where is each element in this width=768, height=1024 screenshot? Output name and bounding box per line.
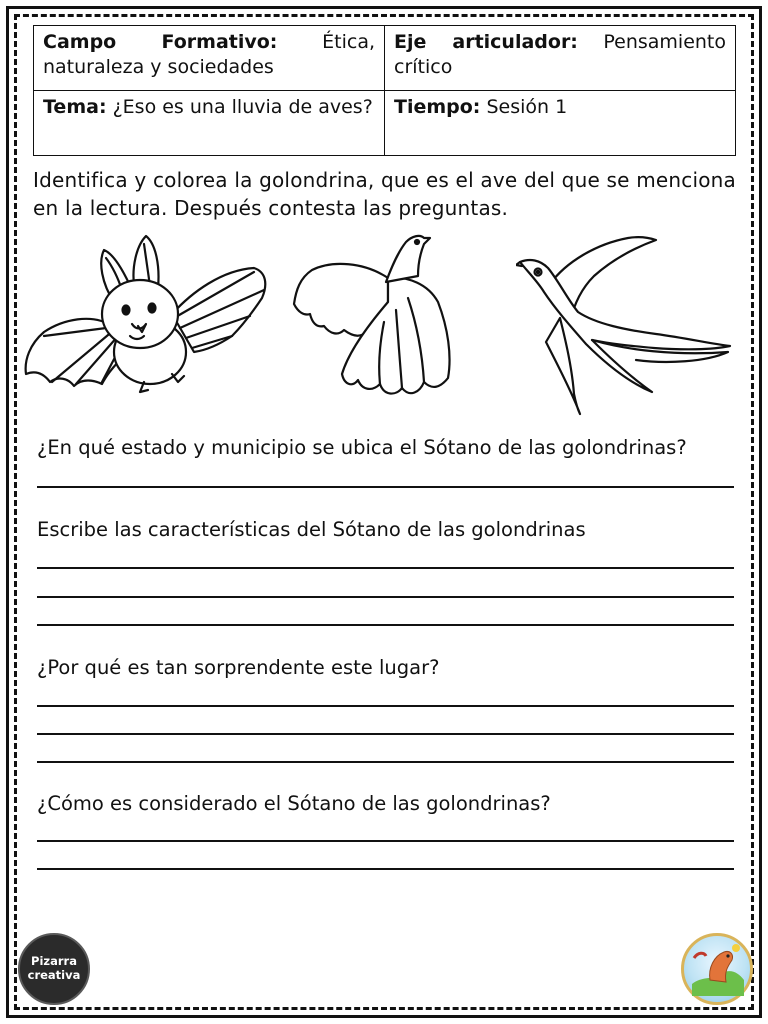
tema-label: Tema: [43, 96, 107, 118]
eje-articulador-cell [385, 26, 736, 91]
page-border-inner [14, 14, 754, 1010]
question-4: ¿Cómo es considerado el Sótano de las golondrinas? [37, 792, 551, 815]
tiempo-cell [385, 91, 736, 156]
answer-line[interactable] [37, 567, 734, 569]
bat-drawing [22, 232, 270, 400]
tiempo-value: Sesión 1 [486, 96, 568, 118]
pizarra-creativa-logo [18, 933, 90, 1005]
answer-line[interactable] [37, 868, 734, 870]
logo-text-line1: Pizarra [31, 954, 77, 968]
campo-formativo-cell [34, 26, 385, 91]
tiempo-label: Tiempo: [394, 96, 481, 118]
instruction-text: Identifica y colorea la golondrina, que es el ave del que se menciona en la lectura. Después contesta las preguntas. [33, 168, 736, 220]
answer-line[interactable] [37, 733, 734, 735]
tema-value: ¿Eso es una lluvia de aves? [112, 96, 373, 118]
header-table [33, 25, 736, 156]
tema-cell [34, 91, 385, 156]
question-3: ¿Por qué es tan sorprendente este lugar? [37, 656, 440, 679]
swallow-drawing [516, 232, 736, 417]
badge-art-icon [684, 936, 750, 1002]
badge-logo [681, 933, 753, 1005]
answer-line[interactable] [37, 761, 734, 763]
logo-text-line2: creativa [27, 968, 81, 982]
answer-line[interactable] [37, 486, 734, 488]
dove-drawing [288, 232, 488, 407]
eje-value: Pensamiento crítico [394, 31, 727, 78]
eje-label: Eje articulador: [394, 31, 578, 53]
campo-value: Ética, naturaleza y sociedades [43, 31, 376, 78]
answer-line[interactable] [37, 840, 734, 842]
answer-line[interactable] [37, 624, 734, 626]
answer-line[interactable] [37, 596, 734, 598]
answer-line[interactable] [37, 705, 734, 707]
question-1: ¿En qué estado y municipio se ubica el Sótano de las golondrinas? [37, 436, 687, 459]
campo-label: Campo Formativo: [43, 31, 278, 53]
question-2: Escribe las características del Sótano de las golondrinas [37, 518, 586, 541]
